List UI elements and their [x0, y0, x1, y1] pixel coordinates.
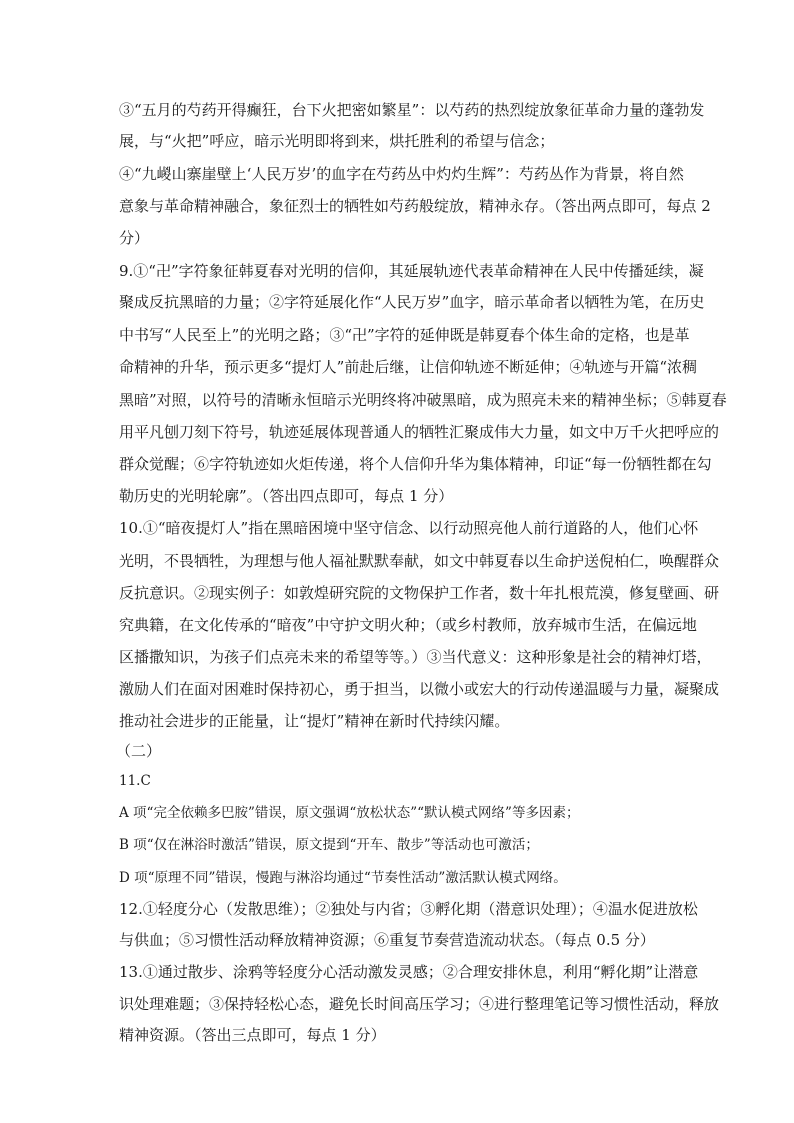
q9-line-4: 命精神的升华，预示更多“提灯人”前赴后继，让信仰轨迹不断延伸；④轨迹与开篇“浓稠 [119, 358, 698, 376]
q11-answer: 11.C [119, 773, 151, 789]
answer-4-line-1: ④“九嵕山寨崖壁上‘人民万岁’的血字在芍药丛中灼灼生辉”：芍药丛作为背景，将自然 [119, 165, 684, 183]
answer-4-line-3: 分） [119, 229, 150, 247]
q13-line-2: 识处理难题；③保持轻松心态，避免长时间高压学习；④进行整理笔记等习惯性活动，释放 [119, 995, 720, 1013]
q9-line-6: 用平凡刨刀刻下符号，轨迹延展体现普通人的牺牲汇聚成伟大力量，如文中万千火把呼应的 [119, 423, 720, 441]
q11-option-d: D 项“原理不同”错误，慢跑与淋浴均通过“节奏性活动”激活默认模式网络。 [119, 870, 567, 886]
answer-4-line-2: 意象与革命精神融合，象征烈士的牺牲如芍药般绽放，精神永存。（答出两点即可，每点 2 [119, 197, 711, 215]
q13-line-3: 精神资源。（答出三点即可，每点 1 分） [119, 1026, 386, 1044]
q9-line-7: 群众觉醒；⑥字符轨迹如火炬传递，将个人信仰升华为集体精神，印证“每一份牺牲都在勾 [119, 455, 712, 473]
answer-3-line-1: ③“五月的芍药开得癫狂，台下火把密如繁星”：以芍药的热烈绽放象征革命力量的蓬勃发 [119, 101, 705, 119]
q9-line-2: 聚成反抗黑暗的力量；②字符延展化作“人民万岁”血字，暗示革命者以牺牲为笔，在历史 [119, 293, 705, 311]
q9-line-8: 勒历史的光明轮廓”。（答出四点即可，每点 1 分） [119, 487, 454, 505]
q12-line-1: 12.①轻度分心（发散思维）；②独处与内省；③孵化期（潜意识处理）；④温水促进放松 [119, 900, 698, 918]
q10-line-2: 光明，不畏牺牲，为理想与他人福祉默默奉献，如文中韩夏春以生命护送倪柏仁，唤醒群众 [119, 552, 720, 570]
q9-line-3: 中书写“人民至上”的光明之路；③“卍”字符的延伸既是韩夏春个体生命的定格，也是革 [119, 326, 690, 344]
q11-option-a: A 项“完全依赖多巴胺”错误，原文强调“放松状态”“默认模式网络”等多因素； [119, 805, 580, 821]
q10-line-3: 反抗意识。②现实例子：如敦煌研究院的文物保护工作者，数十年扎根荒漠，修复壁画、研 [119, 584, 720, 602]
q9-line-1: 9.①“卍”字符象征韩夏春对光明的信仰，其延展轨迹代表革命精神在人民中传播延续，凝 [119, 262, 704, 280]
q10-line-7: 推动社会进步的正能量，让“提灯”精神在新时代持续闪耀。 [119, 712, 510, 730]
answer-3-line-2: 展，与“火把”呼应，暗示光明即将到来，烘托胜利的希望与信念； [119, 132, 555, 150]
q9-line-5: 黑暗”对照，以符号的清晰永恒暗示光明终将冲破黑暗，成为照亮未来的精神坐标；⑤韩夏春 [119, 391, 727, 409]
section-heading-2: （二） [116, 742, 162, 760]
q10-line-6: 激励人们在面对困难时保持初心，勇于担当，以微小或宏大的行动传递温暖与力量，凝聚成 [119, 680, 720, 698]
q11-option-b: B 项“仅在淋浴时激活”错误，原文提到“开车、散步”等活动也可激活； [119, 837, 539, 853]
q12-line-2: 与供血；⑤习惯性活动释放精神资源；⑥重复节奏营造流动状态。（每点 0.5 分） [119, 931, 655, 949]
q10-line-4: 究典籍，在文化传承的“暗夜”中守护文明火种；（或乡村教师，放弃城市生活，在偏远地 [119, 616, 697, 634]
q13-line-1: 13.①通过散步、涂鸦等轻度分心活动激发灵感；②合理安排休息，利用“孵化期”让潜意 [119, 963, 699, 981]
q10-line-5: 区播撒知识，为孩子们点亮未来的希望等等。）③当代意义：这种形象是社会的精神灯塔， [119, 648, 712, 666]
q10-line-1: 10.①“暗夜提灯人”指在黑暗困境中坚守信念、以行动照亮他人前行道路的人，他们心怀 [119, 519, 699, 537]
